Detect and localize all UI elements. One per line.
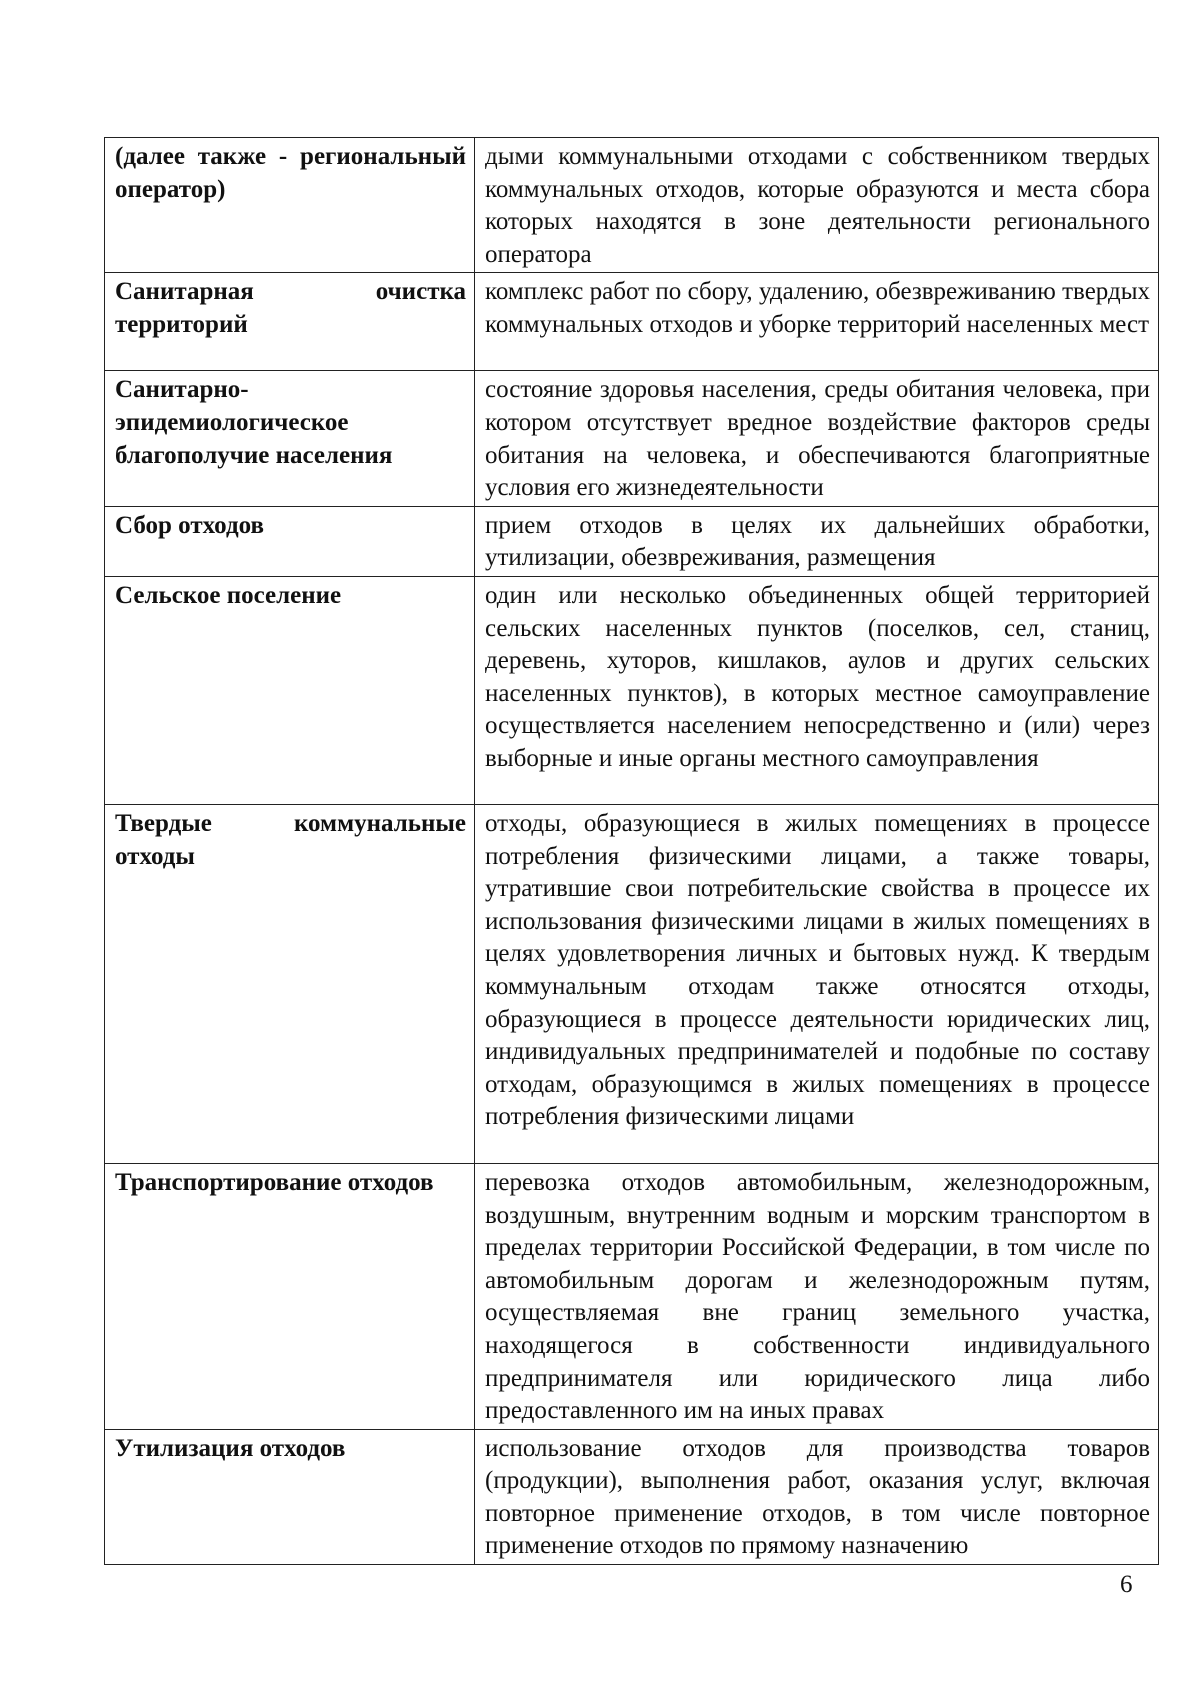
- page-number: 6: [1120, 1571, 1133, 1598]
- definition-cell: комплекс работ по сбору, удалению, обезвреживанию твердых коммунальных отходов и уборке территорий населенных мест: [475, 273, 1159, 371]
- table-row: [105, 1429, 1159, 1564]
- definition-cell: дыми коммунальными отходами с собственником твердых коммунальных отходов, которые образуются и места сбора которых находятся в зоне деятельности регионального оператора: [475, 138, 1159, 273]
- table-row: [105, 1163, 1159, 1429]
- term-cell: Санитарно-эпидемиологическое благополучие населения: [105, 371, 475, 506]
- term-cell: Твердые коммунальные отходы: [105, 804, 475, 1163]
- table-row: [105, 576, 1159, 804]
- table-row: [105, 506, 1159, 576]
- table-row: [105, 138, 1159, 273]
- term-cell: Сбор отходов: [105, 506, 475, 576]
- table-row: [105, 371, 1159, 506]
- term-cell: (далее также - региональный оператор): [105, 138, 475, 273]
- definition-cell: отходы, образующиеся в жилых помещениях в процессе потребления физическими лицами, а также товары, утратившие свои потребительские свойства в процессе их использования физическими лицами в жилых помещениях в целях удовлетворения личных и бытовых нужд. К твердым коммунальным отходам также относятся отходы, образующиеся в процессе деятельности юридических лиц, индивидуальных предпринимателей и подобные по составу отходам, образующимся в жилых помещениях в процессе потребления физическими лицами: [475, 804, 1159, 1163]
- table-row: [105, 273, 1159, 371]
- term-cell: Утилизация отходов: [105, 1429, 475, 1564]
- glossary-table: [104, 137, 1159, 1565]
- definition-cell: состояние здоровья населения, среды обитания человека, при котором отсутствует вредное воздействие факторов среды обитания на человека, и обеспечиваются благоприятные условия его жизнедеятельности: [475, 371, 1159, 506]
- term-cell: Санитарная очистка территорий: [105, 273, 475, 371]
- definition-cell: использование отходов для производства товаров (продукции), выполнения работ, оказания услуг, включая повторное применение отходов, в том числе повторное применение отходов по прямому назначению: [475, 1429, 1159, 1564]
- definition-cell: прием отходов в целях их дальнейших обработки, утилизации, обезвреживания, размещения: [475, 506, 1159, 576]
- definition-cell: один или несколько объединенных общей территорией сельских населенных пунктов (поселков, сел, станиц, деревень, хуторов, кишлаков, аулов и других сельских населенных пунктов), в которых местное самоуправление осуществляется населением непосредственно и (или) через выборные и иные органы местного самоуправления: [475, 576, 1159, 804]
- term-cell: Транспортирование отходов: [105, 1163, 475, 1429]
- table-row: [105, 804, 1159, 1163]
- term-cell: Сельское поселение: [105, 576, 475, 804]
- definition-cell: перевозка отходов автомобильным, железнодорожным, воздушным, внутренним водным и морским транспортом в пределах территории Российской Федерации, в том числе по автомобильным дорогам и железнодорожным путям, осуществляемая вне границ земельного участка, находящегося в собственности индивидуального предпринимателя или юридического лица либо предоставленного им на иных правах: [475, 1163, 1159, 1429]
